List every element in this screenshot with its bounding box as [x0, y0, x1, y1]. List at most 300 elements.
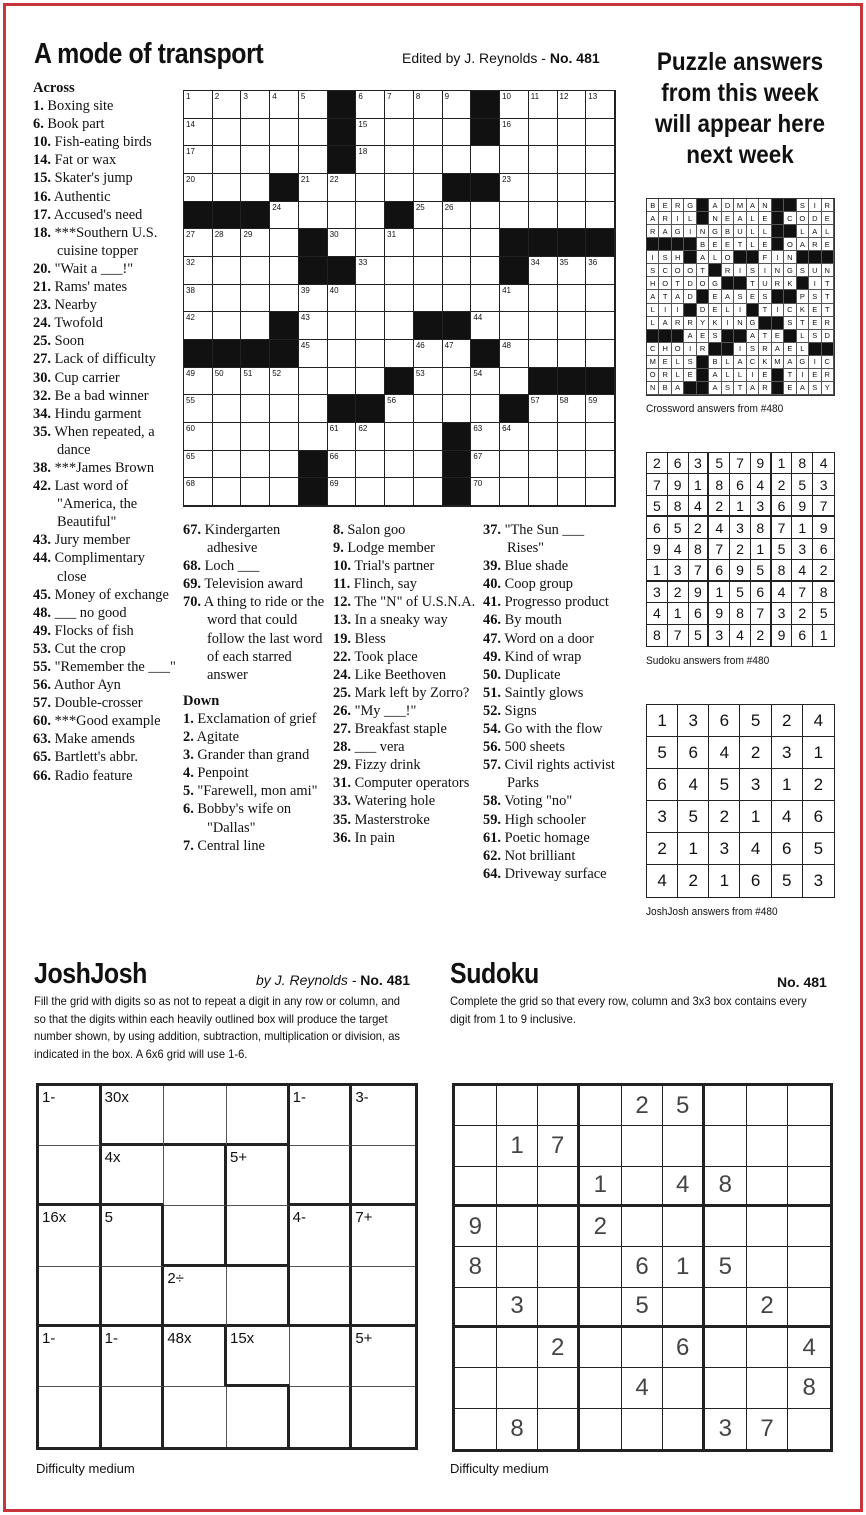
clue-item[interactable]: [33, 260, 178, 278]
clue-item[interactable]: [33, 767, 178, 785]
joshjosh-cell[interactable]: [164, 1387, 227, 1447]
clue-item[interactable]: [33, 622, 178, 640]
crossword-cell[interactable]: 64: [500, 423, 529, 451]
joshjosh-cell[interactable]: [164, 1086, 227, 1146]
crossword-cell[interactable]: [270, 146, 299, 174]
crossword-cell[interactable]: 9: [443, 91, 472, 119]
sudoku-cell[interactable]: 2: [747, 1288, 789, 1328]
clue-item[interactable]: [33, 748, 178, 766]
clue-item[interactable]: [33, 694, 178, 712]
joshjosh-cell[interactable]: [352, 1327, 415, 1387]
sudoku-cell[interactable]: [663, 1409, 705, 1449]
crossword-cell[interactable]: 44: [471, 312, 500, 340]
joshjosh-cell[interactable]: [102, 1086, 165, 1146]
clue-item[interactable]: [333, 611, 481, 629]
crossword-cell[interactable]: 7: [385, 91, 414, 119]
clue-item[interactable]: [33, 477, 178, 531]
sudoku-cell[interactable]: 2: [580, 1207, 622, 1247]
crossword-cell[interactable]: [529, 451, 558, 479]
clue-item[interactable]: [183, 764, 333, 782]
clue-item[interactable]: [183, 575, 333, 593]
crossword-cell[interactable]: [241, 395, 270, 423]
crossword-cell[interactable]: 49: [184, 368, 213, 396]
crossword-cell[interactable]: [270, 229, 299, 257]
crossword-cell[interactable]: [500, 146, 529, 174]
sudoku-cell[interactable]: [580, 1247, 622, 1287]
sudoku-cell[interactable]: [705, 1288, 747, 1328]
crossword-cell[interactable]: [443, 229, 472, 257]
crossword-cell[interactable]: 66: [328, 451, 357, 479]
crossword-cell[interactable]: [558, 423, 587, 451]
sudoku-cell[interactable]: [663, 1288, 705, 1328]
clue-item[interactable]: [33, 369, 178, 387]
crossword-cell[interactable]: [356, 202, 385, 230]
sudoku-cell[interactable]: [455, 1328, 497, 1368]
sudoku-cell[interactable]: [663, 1126, 705, 1166]
crossword-cell[interactable]: 15: [356, 119, 385, 147]
sudoku-cell[interactable]: [497, 1247, 539, 1287]
crossword-cell[interactable]: 4: [270, 91, 299, 119]
joshjosh-cell[interactable]: [39, 1387, 102, 1447]
joshjosh-grid[interactable]: [36, 1083, 418, 1450]
crossword-cell[interactable]: 54: [471, 368, 500, 396]
crossword-cell[interactable]: [241, 423, 270, 451]
sudoku-cell[interactable]: [622, 1126, 664, 1166]
sudoku-cell[interactable]: 1: [663, 1247, 705, 1287]
crossword-cell[interactable]: [586, 478, 615, 506]
crossword-cell[interactable]: [385, 478, 414, 506]
crossword-cell[interactable]: [328, 202, 357, 230]
clue-item[interactable]: [33, 169, 178, 187]
crossword-cell[interactable]: [213, 146, 242, 174]
sudoku-cell[interactable]: [622, 1409, 664, 1449]
crossword-cell[interactable]: 28: [213, 229, 242, 257]
crossword-cell[interactable]: [500, 368, 529, 396]
crossword-cell[interactable]: 33: [356, 257, 385, 285]
crossword-cell[interactable]: [213, 119, 242, 147]
sudoku-cell[interactable]: 3: [705, 1409, 747, 1449]
crossword-cell[interactable]: [356, 478, 385, 506]
sudoku-cell[interactable]: [538, 1409, 580, 1449]
crossword-cell[interactable]: [414, 146, 443, 174]
crossword-cell[interactable]: [270, 395, 299, 423]
crossword-cell[interactable]: [241, 478, 270, 506]
joshjosh-cell[interactable]: [290, 1206, 353, 1266]
crossword-cell[interactable]: [558, 312, 587, 340]
clue-item[interactable]: [33, 676, 178, 694]
clue-item[interactable]: [183, 782, 333, 800]
crossword-cell[interactable]: [443, 146, 472, 174]
crossword-cell[interactable]: [558, 146, 587, 174]
crossword-cell[interactable]: 27: [184, 229, 213, 257]
crossword-cell[interactable]: 5: [299, 91, 328, 119]
crossword-cell[interactable]: [213, 395, 242, 423]
crossword-cell[interactable]: [529, 202, 558, 230]
sudoku-cell[interactable]: 1: [497, 1126, 539, 1166]
crossword-cell[interactable]: [241, 285, 270, 313]
sudoku-cell[interactable]: 7: [538, 1126, 580, 1166]
crossword-cell[interactable]: [414, 478, 443, 506]
crossword-cell[interactable]: [213, 451, 242, 479]
crossword-cell[interactable]: 26: [443, 202, 472, 230]
crossword-cell[interactable]: [500, 202, 529, 230]
crossword-cell[interactable]: 25: [414, 202, 443, 230]
sudoku-cell[interactable]: [663, 1368, 705, 1408]
crossword-cell[interactable]: 11: [529, 91, 558, 119]
clue-item[interactable]: [333, 666, 481, 684]
sudoku-cell[interactable]: [747, 1167, 789, 1207]
crossword-cell[interactable]: [414, 423, 443, 451]
clue-item[interactable]: [183, 800, 333, 836]
sudoku-cell[interactable]: [497, 1328, 539, 1368]
clue-item[interactable]: [483, 575, 623, 593]
crossword-cell[interactable]: [270, 285, 299, 313]
sudoku-cell[interactable]: 5: [705, 1247, 747, 1287]
sudoku-cell[interactable]: [788, 1207, 830, 1247]
sudoku-cell[interactable]: [497, 1368, 539, 1408]
clue-item[interactable]: [33, 97, 178, 115]
crossword-cell[interactable]: [558, 285, 587, 313]
crossword-cell[interactable]: [471, 285, 500, 313]
sudoku-cell[interactable]: [538, 1167, 580, 1207]
sudoku-cell[interactable]: [622, 1207, 664, 1247]
crossword-cell[interactable]: 53: [414, 368, 443, 396]
clue-item[interactable]: [33, 387, 178, 405]
clue-item[interactable]: [483, 557, 623, 575]
crossword-cell[interactable]: [414, 119, 443, 147]
crossword-cell[interactable]: 31: [385, 229, 414, 257]
crossword-cell[interactable]: [213, 312, 242, 340]
clue-item[interactable]: [33, 549, 178, 585]
crossword-cell[interactable]: 57: [529, 395, 558, 423]
joshjosh-cell[interactable]: [102, 1146, 165, 1206]
sudoku-cell[interactable]: [497, 1086, 539, 1126]
sudoku-cell[interactable]: [788, 1086, 830, 1126]
clue-item[interactable]: [33, 151, 178, 169]
crossword-cell[interactable]: 50: [213, 368, 242, 396]
crossword-cell[interactable]: [586, 119, 615, 147]
crossword-grid[interactable]: [183, 90, 616, 507]
crossword-cell[interactable]: [270, 257, 299, 285]
clue-item[interactable]: [333, 684, 481, 702]
sudoku-cell[interactable]: 8: [455, 1247, 497, 1287]
crossword-cell[interactable]: [529, 146, 558, 174]
crossword-cell[interactable]: [241, 451, 270, 479]
sudoku-cell[interactable]: [455, 1086, 497, 1126]
joshjosh-cell[interactable]: [227, 1327, 290, 1387]
joshjosh-cell[interactable]: [290, 1387, 353, 1447]
joshjosh-cell[interactable]: [227, 1387, 290, 1447]
crossword-cell[interactable]: 10: [500, 91, 529, 119]
sudoku-cell[interactable]: [747, 1328, 789, 1368]
crossword-cell[interactable]: 30: [328, 229, 357, 257]
clue-item[interactable]: [33, 206, 178, 224]
clue-item[interactable]: [483, 811, 623, 829]
clue-item[interactable]: [183, 593, 333, 683]
crossword-cell[interactable]: 18: [356, 146, 385, 174]
crossword-cell[interactable]: 16: [500, 119, 529, 147]
sudoku-cell[interactable]: 9: [455, 1207, 497, 1247]
clue-item[interactable]: [483, 630, 623, 648]
sudoku-grid[interactable]: [452, 1083, 833, 1452]
sudoku-cell[interactable]: [705, 1126, 747, 1166]
sudoku-cell[interactable]: [705, 1086, 747, 1126]
sudoku-cell[interactable]: [747, 1207, 789, 1247]
clue-item[interactable]: [333, 593, 481, 611]
clue-item[interactable]: [483, 521, 623, 557]
sudoku-cell[interactable]: 6: [622, 1247, 664, 1287]
crossword-cell[interactable]: [500, 478, 529, 506]
crossword-cell[interactable]: [414, 257, 443, 285]
sudoku-cell[interactable]: [580, 1288, 622, 1328]
sudoku-cell[interactable]: 4: [663, 1167, 705, 1207]
crossword-cell[interactable]: [356, 451, 385, 479]
joshjosh-cell[interactable]: [290, 1327, 353, 1387]
sudoku-cell[interactable]: [747, 1247, 789, 1287]
clue-item[interactable]: [33, 332, 178, 350]
crossword-cell[interactable]: 14: [184, 119, 213, 147]
crossword-cell[interactable]: 43: [299, 312, 328, 340]
crossword-cell[interactable]: [356, 312, 385, 340]
sudoku-cell[interactable]: 5: [622, 1288, 664, 1328]
crossword-cell[interactable]: [213, 174, 242, 202]
clue-item[interactable]: [33, 278, 178, 296]
joshjosh-cell[interactable]: [102, 1267, 165, 1327]
clue-item[interactable]: [33, 224, 178, 260]
sudoku-cell[interactable]: 6: [663, 1328, 705, 1368]
sudoku-cell[interactable]: [747, 1086, 789, 1126]
crossword-cell[interactable]: [414, 285, 443, 313]
crossword-cell[interactable]: 63: [471, 423, 500, 451]
crossword-cell[interactable]: [586, 174, 615, 202]
clue-item[interactable]: [33, 423, 178, 459]
crossword-cell[interactable]: [241, 146, 270, 174]
sudoku-cell[interactable]: 2: [622, 1086, 664, 1126]
crossword-cell[interactable]: [213, 478, 242, 506]
crossword-cell[interactable]: [385, 423, 414, 451]
crossword-cell[interactable]: 23: [500, 174, 529, 202]
crossword-cell[interactable]: [241, 119, 270, 147]
clue-item[interactable]: [483, 738, 623, 756]
crossword-cell[interactable]: [529, 312, 558, 340]
joshjosh-cell[interactable]: [352, 1146, 415, 1206]
crossword-cell[interactable]: 46: [414, 340, 443, 368]
joshjosh-cell[interactable]: [290, 1267, 353, 1327]
sudoku-cell[interactable]: [663, 1207, 705, 1247]
crossword-cell[interactable]: 61: [328, 423, 357, 451]
clue-item[interactable]: [333, 539, 481, 557]
crossword-cell[interactable]: [529, 119, 558, 147]
joshjosh-cell[interactable]: [227, 1086, 290, 1146]
crossword-cell[interactable]: [385, 119, 414, 147]
clue-item[interactable]: [333, 756, 481, 774]
clue-item[interactable]: [33, 188, 178, 206]
crossword-cell[interactable]: 39: [299, 285, 328, 313]
joshjosh-cell[interactable]: [164, 1267, 227, 1327]
crossword-cell[interactable]: [299, 202, 328, 230]
crossword-cell[interactable]: [443, 285, 472, 313]
crossword-cell[interactable]: [558, 451, 587, 479]
joshjosh-cell[interactable]: [102, 1327, 165, 1387]
sudoku-cell[interactable]: 4: [622, 1368, 664, 1408]
crossword-cell[interactable]: [586, 451, 615, 479]
crossword-cell[interactable]: 35: [558, 257, 587, 285]
joshjosh-cell[interactable]: [164, 1206, 227, 1266]
sudoku-cell[interactable]: [580, 1086, 622, 1126]
clue-item[interactable]: [33, 712, 178, 730]
crossword-cell[interactable]: [471, 229, 500, 257]
crossword-cell[interactable]: 24: [270, 202, 299, 230]
clue-item[interactable]: [33, 604, 178, 622]
crossword-cell[interactable]: [270, 451, 299, 479]
crossword-cell[interactable]: [299, 423, 328, 451]
sudoku-cell[interactable]: [455, 1288, 497, 1328]
clue-item[interactable]: [483, 684, 623, 702]
sudoku-cell[interactable]: 8: [497, 1409, 539, 1449]
crossword-cell[interactable]: [586, 285, 615, 313]
crossword-cell[interactable]: [241, 174, 270, 202]
sudoku-cell[interactable]: [788, 1167, 830, 1207]
crossword-cell[interactable]: 36: [586, 257, 615, 285]
crossword-cell[interactable]: [385, 312, 414, 340]
clue-item[interactable]: [33, 314, 178, 332]
clue-item[interactable]: [483, 720, 623, 738]
sudoku-cell[interactable]: [788, 1409, 830, 1449]
clue-item[interactable]: [483, 702, 623, 720]
sudoku-cell[interactable]: [538, 1247, 580, 1287]
crossword-cell[interactable]: [471, 395, 500, 423]
clue-item[interactable]: [183, 521, 333, 557]
sudoku-cell[interactable]: [497, 1167, 539, 1207]
crossword-cell[interactable]: [586, 146, 615, 174]
crossword-cell[interactable]: [270, 478, 299, 506]
crossword-cell[interactable]: [443, 119, 472, 147]
crossword-cell[interactable]: [529, 478, 558, 506]
crossword-cell[interactable]: 52: [270, 368, 299, 396]
crossword-cell[interactable]: 32: [184, 257, 213, 285]
clue-item[interactable]: [33, 586, 178, 604]
crossword-cell[interactable]: [586, 340, 615, 368]
crossword-cell[interactable]: 40: [328, 285, 357, 313]
sudoku-cell[interactable]: 7: [747, 1409, 789, 1449]
clue-item[interactable]: [483, 792, 623, 810]
clue-item[interactable]: [183, 728, 333, 746]
crossword-cell[interactable]: 42: [184, 312, 213, 340]
sudoku-cell[interactable]: [747, 1368, 789, 1408]
clue-item[interactable]: [333, 702, 481, 720]
sudoku-cell[interactable]: 4: [788, 1328, 830, 1368]
crossword-cell[interactable]: [414, 395, 443, 423]
sudoku-cell[interactable]: [580, 1409, 622, 1449]
clue-item[interactable]: [483, 865, 623, 883]
crossword-cell[interactable]: 60: [184, 423, 213, 451]
joshjosh-cell[interactable]: [39, 1267, 102, 1327]
crossword-cell[interactable]: 12: [558, 91, 587, 119]
clue-item[interactable]: [183, 746, 333, 764]
clue-item[interactable]: [483, 829, 623, 847]
crossword-cell[interactable]: [385, 285, 414, 313]
crossword-cell[interactable]: 65: [184, 451, 213, 479]
crossword-cell[interactable]: 29: [241, 229, 270, 257]
crossword-cell[interactable]: [299, 395, 328, 423]
crossword-cell[interactable]: [414, 174, 443, 202]
sudoku-cell[interactable]: [788, 1288, 830, 1328]
clue-item[interactable]: [483, 756, 623, 792]
crossword-cell[interactable]: 6: [356, 91, 385, 119]
crossword-cell[interactable]: [443, 257, 472, 285]
crossword-cell[interactable]: [471, 257, 500, 285]
crossword-cell[interactable]: [299, 146, 328, 174]
sudoku-cell[interactable]: 3: [497, 1288, 539, 1328]
crossword-cell[interactable]: [558, 202, 587, 230]
crossword-cell[interactable]: [443, 368, 472, 396]
joshjosh-cell[interactable]: [227, 1267, 290, 1327]
crossword-cell[interactable]: [241, 312, 270, 340]
sudoku-cell[interactable]: [538, 1288, 580, 1328]
joshjosh-cell[interactable]: [352, 1387, 415, 1447]
clue-item[interactable]: [183, 837, 333, 855]
crossword-cell[interactable]: [356, 368, 385, 396]
sudoku-cell[interactable]: [538, 1368, 580, 1408]
joshjosh-cell[interactable]: [102, 1387, 165, 1447]
clue-item[interactable]: [333, 774, 481, 792]
sudoku-cell[interactable]: [788, 1247, 830, 1287]
crossword-cell[interactable]: [500, 451, 529, 479]
crossword-cell[interactable]: [328, 368, 357, 396]
crossword-cell[interactable]: [385, 146, 414, 174]
clue-item[interactable]: [33, 133, 178, 151]
sudoku-cell[interactable]: [705, 1368, 747, 1408]
clue-item[interactable]: [33, 640, 178, 658]
clue-item[interactable]: [483, 611, 623, 629]
crossword-cell[interactable]: [213, 423, 242, 451]
joshjosh-cell[interactable]: [102, 1206, 165, 1266]
crossword-cell[interactable]: [529, 423, 558, 451]
crossword-cell[interactable]: [299, 368, 328, 396]
clue-item[interactable]: [183, 710, 333, 728]
clue-item[interactable]: [483, 847, 623, 865]
crossword-cell[interactable]: 62: [356, 423, 385, 451]
clue-item[interactable]: [33, 730, 178, 748]
crossword-cell[interactable]: 13: [586, 91, 615, 119]
crossword-cell[interactable]: 21: [299, 174, 328, 202]
crossword-cell[interactable]: [586, 202, 615, 230]
crossword-cell[interactable]: 17: [184, 146, 213, 174]
joshjosh-cell[interactable]: [39, 1086, 102, 1146]
clue-item[interactable]: [33, 658, 178, 676]
crossword-cell[interactable]: [385, 451, 414, 479]
crossword-cell[interactable]: [471, 146, 500, 174]
sudoku-cell[interactable]: [455, 1409, 497, 1449]
crossword-cell[interactable]: [558, 478, 587, 506]
crossword-cell[interactable]: [586, 312, 615, 340]
sudoku-cell[interactable]: [455, 1368, 497, 1408]
clue-item[interactable]: [333, 811, 481, 829]
crossword-cell[interactable]: [356, 229, 385, 257]
sudoku-cell[interactable]: [497, 1207, 539, 1247]
sudoku-cell[interactable]: [538, 1207, 580, 1247]
sudoku-cell[interactable]: [705, 1207, 747, 1247]
crossword-cell[interactable]: [529, 174, 558, 202]
crossword-cell[interactable]: [586, 423, 615, 451]
joshjosh-cell[interactable]: [39, 1327, 102, 1387]
sudoku-cell[interactable]: [455, 1167, 497, 1207]
joshjosh-cell[interactable]: [227, 1206, 290, 1266]
crossword-cell[interactable]: [270, 119, 299, 147]
crossword-cell[interactable]: 38: [184, 285, 213, 313]
crossword-cell[interactable]: 70: [471, 478, 500, 506]
joshjosh-cell[interactable]: [352, 1267, 415, 1327]
